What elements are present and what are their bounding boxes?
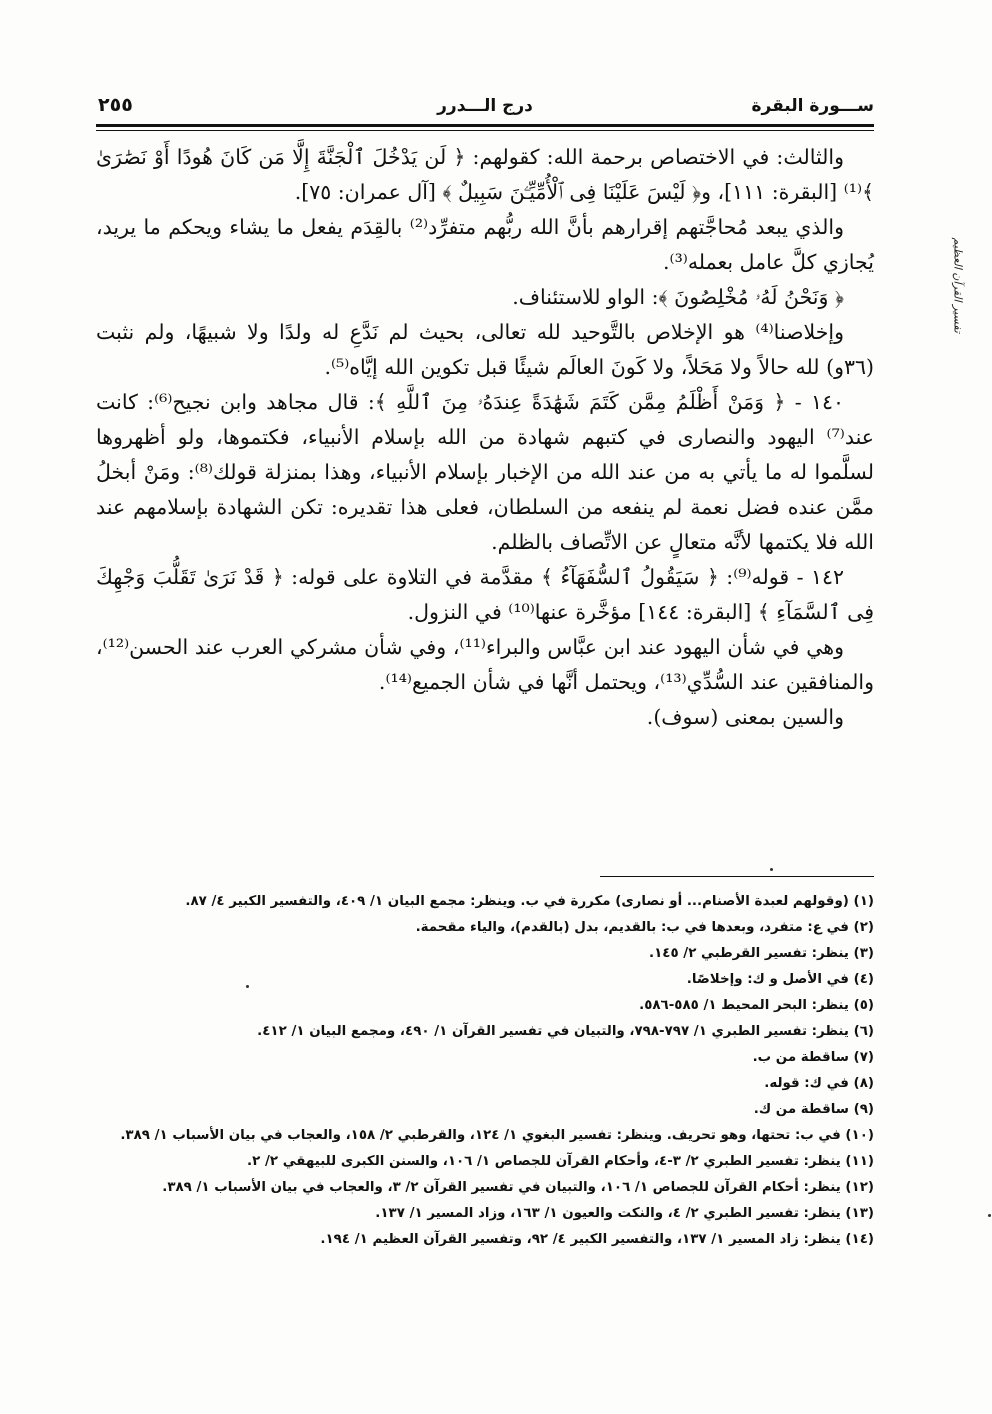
running-header — [96, 92, 874, 122]
scan-speck — [246, 985, 249, 988]
footnote: (٥) ينظر: البحر المحيط ١/ ٥٨٥-٥٨٦. — [639, 998, 874, 1013]
paragraph: ﴿ وَنَحْنُ لَهُۥ مُخْلِصُونَ ﴾: الواو للاستئناف. — [512, 285, 844, 309]
footnote: (١٠) في ب: تحتها، وهو تحريف. وينظر: تفسير البغوي ١/ ١٢٤، والقرطبي ٢/ ١٥٨، والعجاب في بيان الأسباب ١/ ٣٨٩. — [120, 1128, 874, 1143]
paragraph: ١٤٠ - ﴿ وَمَنْ أَظْلَمُ مِمَّن كَتَمَ شَهَٰدَةً عِندَهُۥ مِنَ ٱللَّهِ ﴾: قال مجاهد وابن نجيح⁽⁶⁾: كانت عند⁽⁷⁾ اليهود والنصارى في كتبهم شهادة من الله بإسلام الأنبياء، فكتموها، ولو أظهروها لسلَّموا له ما يأتي به من عند الله من الإخبار بإسلام الأنبياء، وهذا بمنزلة قولك⁽⁸⁾: ومَنْ أبخلُ ممَّن عنده فضل نعمة لم ينفعه من السلطان، فعلى هذا تقديره: تكن الشهادة بإسلامهم عند الله فلا يكتمها لأنَّه متعالٍ عن الاتِّصاف بالظلم. — [96, 390, 874, 554]
footnote: (١٣) ينظر: تفسير الطبري ٢/ ٤، والنكت والعيون ١/ ١٦٣، وزاد المسير ١/ ١٣٧. — [375, 1206, 874, 1221]
paragraph: والذي يبعد مُحاجَّتهم إقرارهم بأنَّ الله ربُّهم متفرِّد⁽²⁾ بالقِدَم يفعل ما يشاء ويحكم ما يريد، يُجازي كلَّ عامل بعمله⁽³⁾. — [96, 215, 874, 274]
footnote: (٢) في ع: متفرد، وبعدها في ب: بالقديم، بدل (بالقدم)، والياء مقحمة. — [415, 920, 874, 935]
scan-speck — [988, 1214, 991, 1217]
paragraph: وهي في شأن اليهود عند ابن عبَّاس والبراء⁽¹¹⁾، وفي شأن مشركي العرب عند الحسن⁽¹²⁾، والمنافقين عند السُّدِّي⁽¹³⁾، ويحتمل أنَّها في شأن الجميع⁽¹⁴⁾. — [96, 635, 874, 694]
footnotes — [96, 889, 874, 1253]
paragraph: والثالث: في الاختصاص برحمة الله: كقولهم: ﴿ لَن يَدْخُلَ ٱلْجَنَّةَ إِلَّا مَن كَانَ هُودًا أَوْ نَصَٰرَىٰ ﴾⁽¹⁾ [البقرة: ١١١]، و﴿ لَيْسَ عَلَيْنَا فِى ٱلْأُمِّيِّـۧنَ سَبِيلٌ ﴾ [آل عمران: ٧٥]. — [96, 145, 874, 204]
main-text — [96, 140, 874, 735]
footnote: (٦) ينظر: تفسير الطبري ١/ ٧٩٧-٧٩٨، والتبيان في تفسير القرآن ١/ ٤٩٠، ومجمع البيان ١/ ٤١٢. — [257, 1024, 874, 1039]
footnote-separator — [600, 876, 874, 877]
page-number: ٢٥٥ — [98, 94, 133, 116]
scan-speck — [770, 868, 773, 871]
handwritten-margin-note: تفسير القرآن العظيم — [951, 237, 965, 333]
header-rule-thick — [96, 124, 874, 127]
footnote: (٤) في الأصل و ك: وإخلاصًا. — [686, 972, 874, 987]
footnote: (٩) ساقطة من ك. — [753, 1102, 874, 1117]
header-rule-thin — [96, 130, 874, 131]
paragraph: وإخلاصنا⁽⁴⁾ هو الإخلاص بالتَّوحيد لله تعالى، بحيث لم نَدَّعِ له ولدًا ولا شبيهًا، ولم نثبت (٣٦و) لله حالاً ولا مَحَلاً، ولا كَونَ العالَم شيئًا قبل تكوين الله إيَّاه⁽⁵⁾. — [96, 320, 874, 379]
footnote: (١٢) ينظر: أحكام القرآن للجصاص ١/ ١٠٦، والتبيان في تفسير القرآن ٢/ ٣، والعجاب في بيان الأسباب ١/ ٣٨٩. — [162, 1180, 874, 1195]
footnote: (١٤) ينظر: زاد المسير ١/ ١٣٧، والتفسير الكبير ٤/ ٩٢، وتفسير القرآن العظيم ١/ ١٩٤. — [320, 1232, 874, 1247]
footnote: (٣) ينظر: تفسير القرطبي ٢/ ١٤٥. — [649, 946, 874, 961]
footnote: (١١) ينظر: تفسير الطبري ٢/ ٣-٤، وأحكام القرآن للجصاص ١/ ١٠٦، والسنن الكبرى للبيهقي ٢/ ٢. — [247, 1154, 874, 1169]
paragraph: ١٤٢ - قوله⁽⁹⁾: ﴿ سَيَقُولُ ٱلسُّفَهَآءُ ﴾ مقدَّمة في التلاوة على قوله: ﴿ قَدْ نَرَىٰ تَقَلُّبَ وَجْهِكَ فِى ٱلسَّمَآءِ ﴾ [البقرة: ١٤٤] مؤخَّرة عنها⁽¹⁰⁾ في النزول. — [96, 565, 874, 624]
footnote: (١) (وقولهم لعبدة الأصنام... أو نصارى) مكررة في ب. وينظر: مجمع البيان ١/ ٤٠٩، والتفسير الكبير ٤/ ٨٧. — [185, 894, 874, 909]
surah-title: ســـورة البقرة — [751, 96, 874, 116]
book-title: درج الـــدرر — [437, 96, 533, 116]
footnote: (٨) في ك: قوله. — [764, 1076, 874, 1091]
paragraph: والسين بمعنى (سوف). — [646, 705, 844, 729]
footnote: (٧) ساقطة من ب. — [752, 1050, 874, 1065]
